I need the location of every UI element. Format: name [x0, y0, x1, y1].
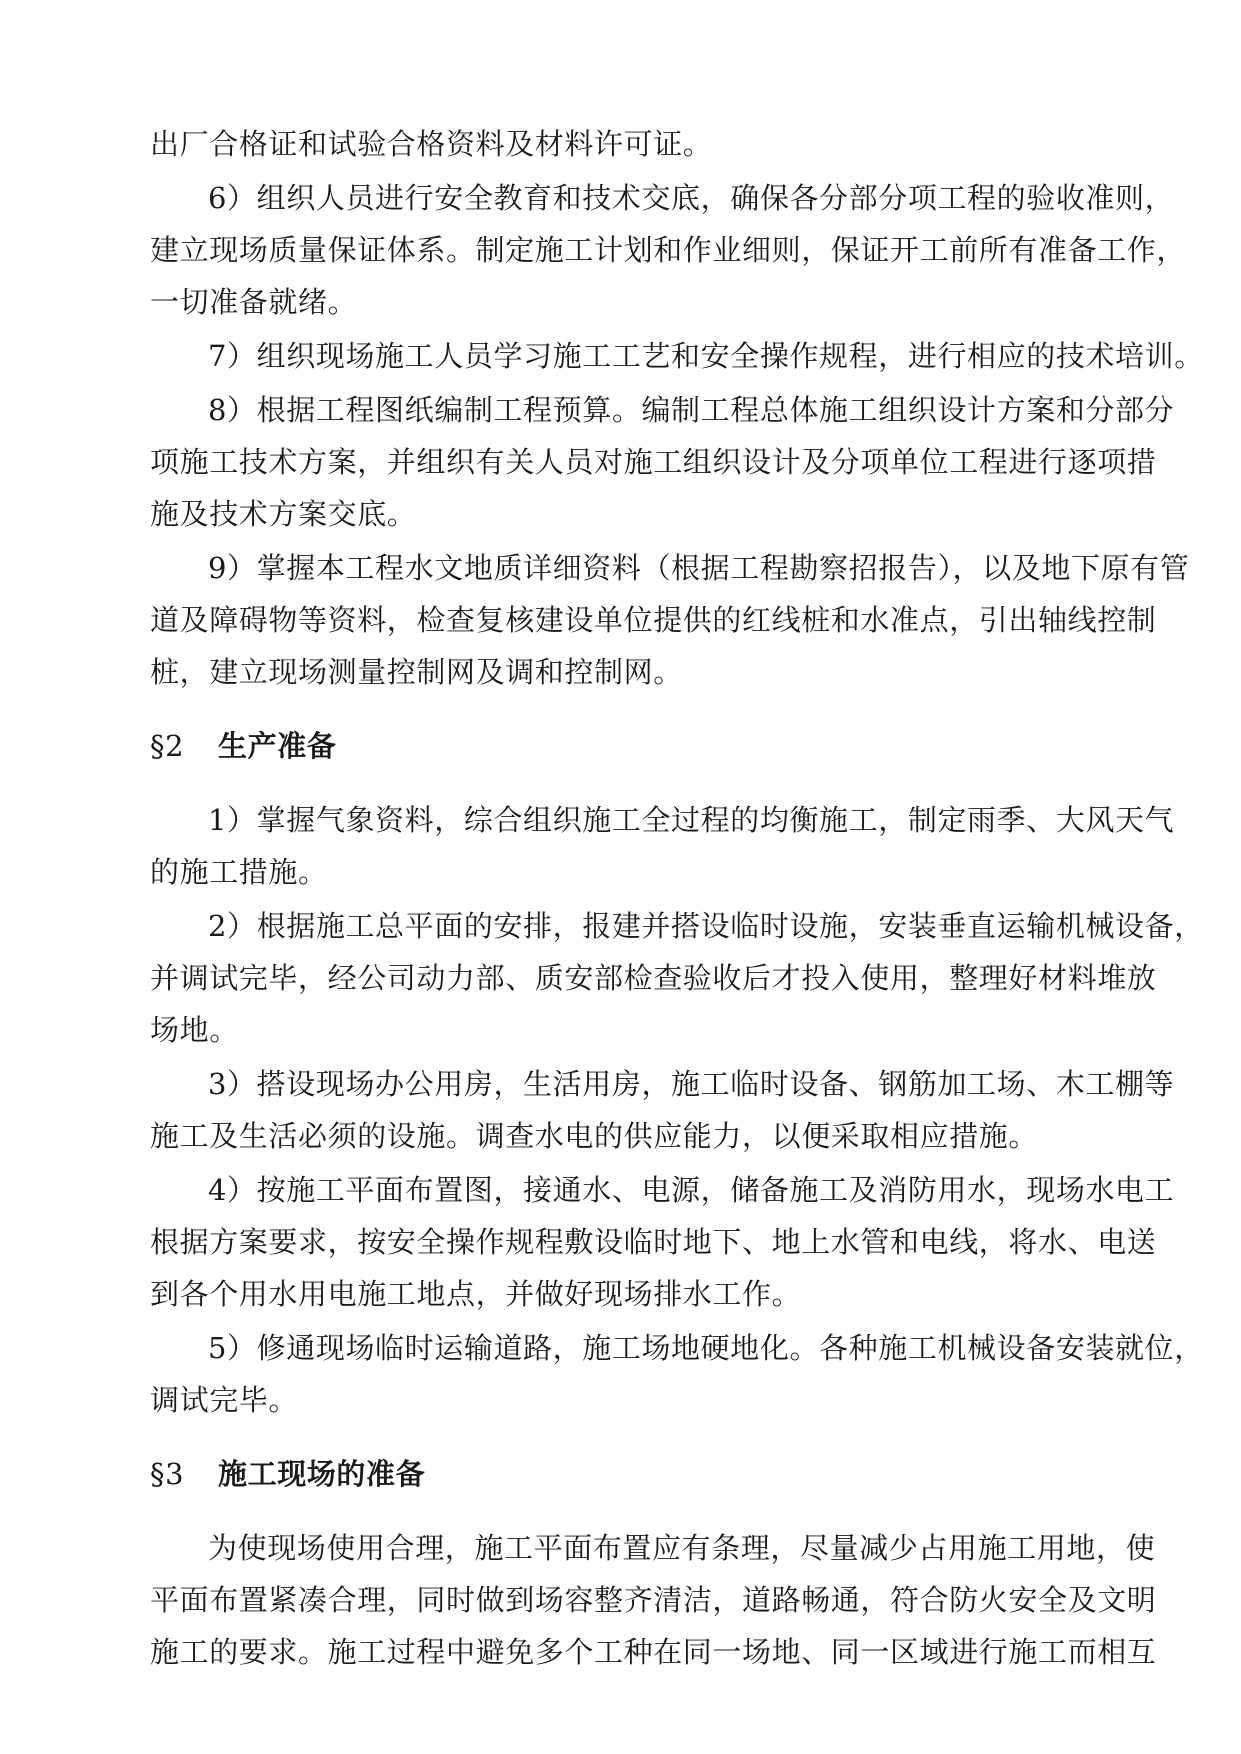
section-heading-3: [150, 1448, 1146, 1500]
text-line: 3）搭设现场办公用房，生活用房，施工临时设备、钢筋加工场、木工棚等: [208, 1067, 1175, 1101]
text-line: 桩，建立现场测量控制网及调和控制网。: [150, 655, 683, 689]
list-item-2-3: [150, 1058, 1175, 1162]
document-page: [150, 118, 1204, 1680]
list-item-8: [150, 384, 1175, 540]
text-line: 一切准备就绪。: [150, 285, 358, 319]
text-line: 5）修通现场临时运输道路，施工场地硬地化。各种施工机械设备安装就位，: [208, 1331, 1204, 1365]
text-line: 施工的要求。施工过程中避免多个工种在同一场地、同一区域进行施工而相互: [150, 1635, 1157, 1669]
text-line: 4）按施工平面布置图，接通水、电源，储备施工及消防用水，现场水电工: [208, 1173, 1175, 1207]
text-line: 7）组织现场施工人员学习施工工艺和安全操作规程，进行相应的技术培训。: [208, 339, 1204, 373]
text-line: 建立现场质量保证体系。制定施工计划和作业细则，保证开工前所有准备工作，: [150, 233, 1187, 267]
text-line: 的施工措施。: [150, 855, 328, 889]
section-number: §2: [150, 729, 185, 763]
section-number: §3: [150, 1457, 185, 1491]
text-line: 1）掌握气象资料，综合组织施工全过程的均衡施工，制定雨季、大风天气: [208, 803, 1175, 837]
text-line: 8）根据工程图纸编制工程预算。编制工程总体施工组织设计方案和分部分: [208, 393, 1175, 427]
section-title: 生产准备: [218, 729, 337, 763]
text-line: 项施工技术方案，并组织有关人员对施工组织设计及分项单位工程进行逐项措: [150, 445, 1157, 479]
text-line: 6）组织人员进行安全教育和技术交底，确保各分部分项工程的验收准则，: [208, 181, 1175, 215]
text-line: 道及障碍物等资料，检查复核建设单位提供的红线桩和水准点，引出轴线控制: [150, 603, 1157, 637]
text-line: 2）根据施工总平面的安排，报建并搭设临时设施，安装垂直运输机械设备，: [208, 909, 1204, 943]
section-title: 施工现场的准备: [218, 1457, 426, 1491]
text-line: 施工及生活必须的设施。调查水电的供应能力，以便采取相应措施。: [150, 1119, 1039, 1153]
list-item-6: [150, 172, 1187, 328]
text-line: 9）掌握本工程水文地质详细资料（根据工程勘察招报告），以及地下原有管: [208, 551, 1190, 585]
text-line: 调试完毕。: [150, 1383, 299, 1417]
text-line: 到各个用水用电施工地点，并做好现场排水工作。: [150, 1277, 802, 1311]
text-line: 为使现场使用合理，施工平面布置应有条理，尽量减少占用施工用地，使: [208, 1531, 1156, 1565]
section-3-paragraph: [150, 1522, 1157, 1678]
list-item-2-5: [150, 1322, 1204, 1426]
list-item-9: [150, 542, 1190, 698]
text-line: 平面布置紧凑合理，同时做到场容整齐清洁，道路畅通，符合防火安全及文明: [150, 1583, 1157, 1617]
intro-paragraph: [150, 118, 1146, 170]
text-line: 场地。: [150, 1013, 239, 1047]
text-line: 根据方案要求，按安全操作规程敷设临时地下、地上水管和电线，将水、电送: [150, 1225, 1157, 1259]
text-line: 并调试完毕，经公司动力部、质安部检查验收后才投入使用，整理好材料堆放: [150, 961, 1157, 995]
list-item-7: [150, 330, 1204, 382]
text-line: 出厂合格证和试验合格资料及材料许可证。: [150, 127, 713, 161]
list-item-2-4: [150, 1164, 1175, 1320]
list-item-2-2: [150, 900, 1204, 1056]
list-item-2-1: [150, 794, 1175, 898]
text-line: 施及技术方案交底。: [150, 497, 417, 531]
section-heading-2: [150, 720, 1146, 772]
